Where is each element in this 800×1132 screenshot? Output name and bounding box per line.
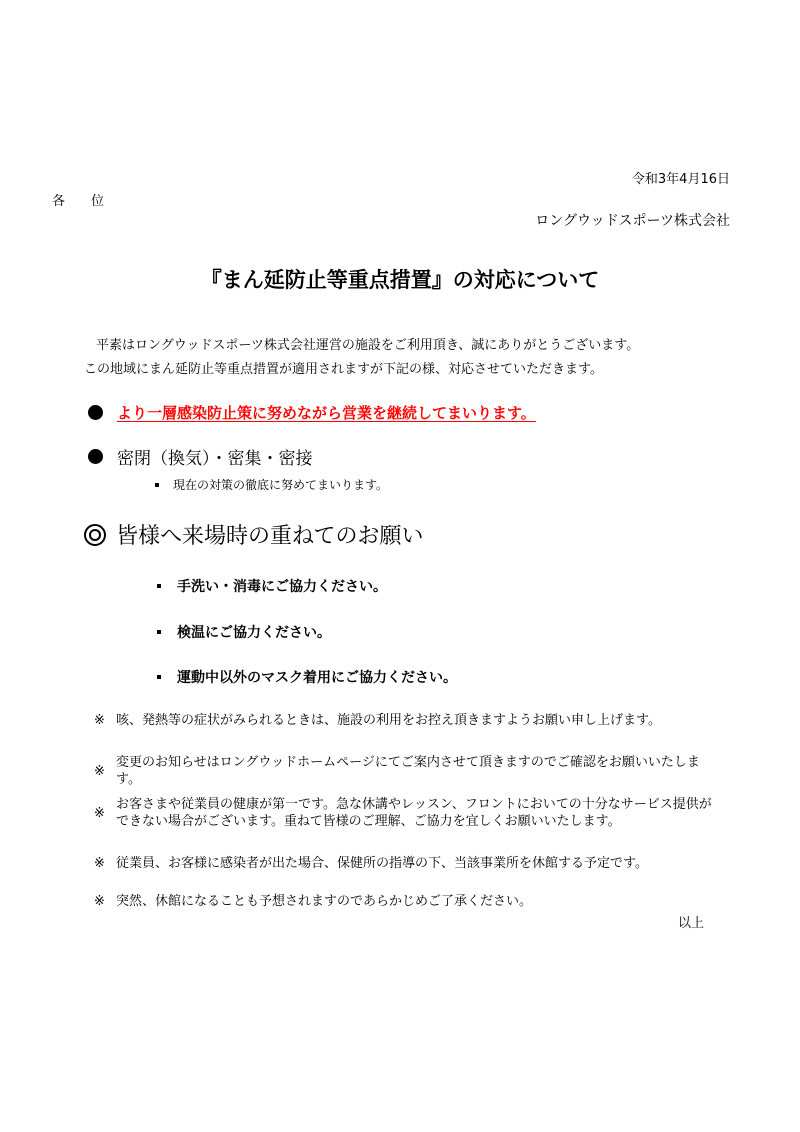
addressee: 各位 xyxy=(52,194,131,209)
note-mark: ※ xyxy=(94,894,105,909)
note-item xyxy=(94,754,714,788)
double-circle-icon xyxy=(84,524,106,546)
document-title: 『まん延防止等重点措置』の対応について xyxy=(200,268,600,292)
request-item-text: 検温にご協力ください。 xyxy=(177,625,331,641)
note-text: 突然、休館になることも予想されますのであらかじめご了承ください。 xyxy=(116,894,533,909)
note-mark: ※ xyxy=(94,713,105,728)
note-item xyxy=(94,893,714,910)
measures-item-text: 現在の対策の徹底に努めてまいります。 xyxy=(173,478,389,492)
request-item-text: 運動中以外のマスク着用にご協力ください。 xyxy=(177,670,457,686)
request-item-text: 手洗い・消毒にご協力ください。 xyxy=(177,579,387,595)
request-item xyxy=(157,576,387,596)
document-date: 令和3年4月16日 xyxy=(631,172,730,187)
intro-line-2: この地域にまん延防止等重点措置が適用されますが下記の様、対応させていただきます。 xyxy=(84,362,603,377)
measures-item xyxy=(155,476,388,493)
note-mark: ※ xyxy=(94,856,105,871)
note-item xyxy=(94,796,714,830)
request-item xyxy=(157,667,457,687)
request-item xyxy=(157,622,331,642)
note-mark: ※ xyxy=(94,805,105,821)
bullet-icon xyxy=(88,405,103,420)
square-bullet-icon xyxy=(157,584,161,588)
note-text: 咳、発熱等の症状がみられるときは、施設の利用をお控え頂きますようお願い申し上げます。 xyxy=(116,713,661,728)
requests-heading xyxy=(84,519,423,550)
note-text: お客さまや従業員の健康が第一です。急な休講やレッスン、フロントにおいての十分なサービス提供ができない場合がございます。重ねて皆様のご理解、ご協力を宜しくお願いいたします。 xyxy=(116,797,712,829)
note-text: 従業員、お客様に感染者が出た場合、保健所の指導の下、当該事業所を休館する予定です。 xyxy=(116,856,648,871)
note-item xyxy=(94,855,714,872)
bullet-icon xyxy=(88,449,103,464)
highlight-statement xyxy=(88,402,536,423)
measures-heading-text: 密閉（換気）・密集・密接 xyxy=(117,449,313,469)
intro-line-1: 平素はロングウッドスポーツ株式会社運営の施設をご利用頂き、誠にありがとうございます。 xyxy=(96,338,640,353)
closing-text: 以上 xyxy=(677,916,704,931)
note-item xyxy=(94,712,714,729)
highlight-text: より一層感染防止策に努めながら営業を継続してまいります。 xyxy=(117,404,536,422)
note-text: 変更のお知らせはロングウッドホームページにてご案内させて頂きますのでご確認をお願いいたします。 xyxy=(116,755,700,787)
note-mark: ※ xyxy=(94,763,105,779)
company-name: ロングウッドスポーツ株式会社 xyxy=(535,213,730,229)
measures-heading xyxy=(88,444,313,469)
square-bullet-icon xyxy=(155,483,159,487)
requests-heading-text: 皆様へ来場時の重ねてのお願い xyxy=(116,524,424,549)
square-bullet-icon xyxy=(157,630,161,634)
square-bullet-icon xyxy=(157,675,161,679)
